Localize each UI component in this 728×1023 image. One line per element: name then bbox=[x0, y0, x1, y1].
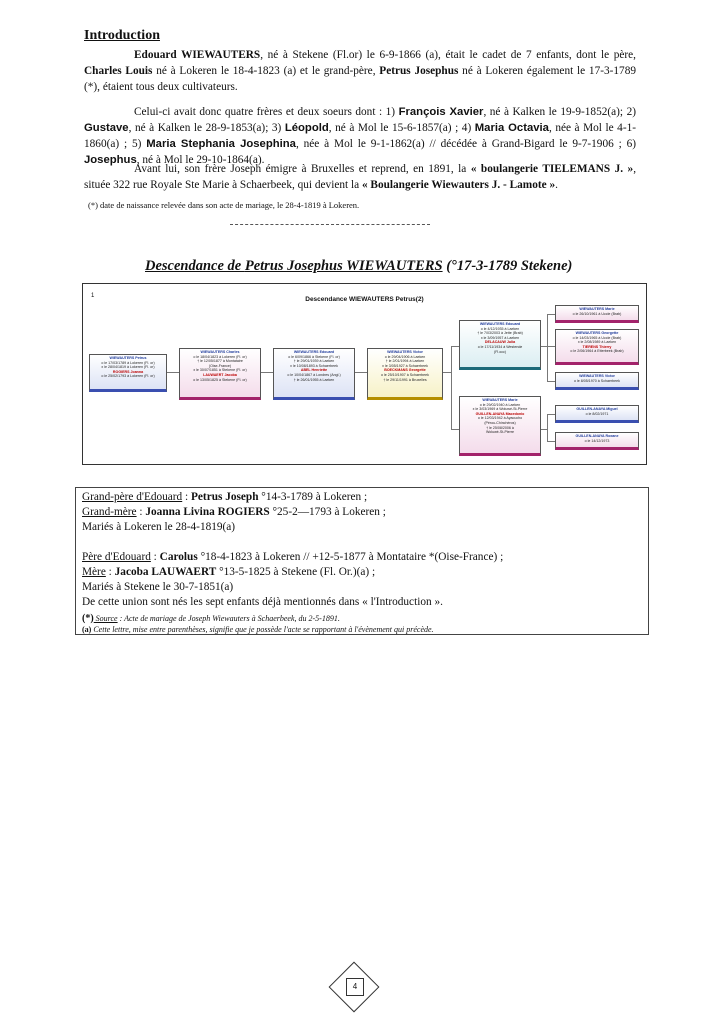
connector bbox=[547, 381, 555, 382]
node-name: WIEWAUTERS Victor bbox=[387, 350, 423, 354]
text: , né à Stekene (Fl.or) le 6-9-1866 (a), était le cadet de 7 enfants, dont le père, bbox=[260, 49, 636, 61]
node-line: o le 13/05/1825 à Stekene (Fl. or) bbox=[193, 377, 247, 382]
node-line: (Pérou-Chinchéros) bbox=[484, 420, 516, 425]
section-title bbox=[145, 258, 572, 275]
intro-paragraph-3 bbox=[84, 161, 636, 193]
text: , né à Kalken le 19-9-1852(a); 2) bbox=[483, 106, 636, 118]
node-line: † le 7/03/2003 à Jette (Brab) bbox=[477, 331, 523, 336]
person-name: Maria Octavia bbox=[474, 122, 549, 134]
label: Père d'Edouard bbox=[82, 551, 151, 563]
connector bbox=[261, 372, 273, 373]
node-line: x le 2/08/1989 à Laeken bbox=[577, 340, 617, 345]
node-spouse: TIERENS Thierry bbox=[582, 344, 612, 349]
text: °18-4-1823 à Lokeren // +12-5-1877 à Montataire *(Oise-France) ; bbox=[197, 551, 504, 563]
page-heading: Introduction bbox=[84, 28, 160, 43]
bakery-name: « boulangerie TIELEMANS J. » bbox=[470, 163, 634, 175]
tree-node-marie bbox=[459, 396, 541, 456]
person-name: Joanna Livina ROGIERS bbox=[145, 506, 270, 518]
node-line: Woluwé-St-Pierre bbox=[485, 430, 515, 435]
legend-note bbox=[82, 622, 434, 637]
connector bbox=[547, 314, 555, 315]
children-line: De cette union sont nés les sept enfants déjà mentionnés dans « l'Introduction ». bbox=[82, 596, 443, 608]
node-name: WIEWAUTERS Edouard bbox=[479, 322, 521, 326]
person-name: Petrus Josephus bbox=[379, 65, 459, 77]
text: : bbox=[105, 566, 115, 578]
person-name: Maria Stephania Josephina bbox=[146, 138, 296, 150]
node-name: WIEWAUTERS Edouard bbox=[293, 350, 335, 354]
label: Grand-mère bbox=[82, 506, 137, 518]
text: né à Lokeren également le 17-3-1789 (*), étaient tous deux cultivateurs. bbox=[84, 65, 636, 93]
connector bbox=[451, 346, 452, 430]
node-line: x le 3/09/1957 à Laeken bbox=[480, 335, 520, 340]
tree-number: 1 bbox=[91, 293, 95, 299]
tree-node-marie-jr bbox=[555, 305, 639, 323]
node-line: o le 26/10/1961 à Uccle (Brab) bbox=[572, 311, 622, 316]
text: , né à Mol le 29-10-1864(a). bbox=[136, 154, 265, 166]
node-name: GUILLEN-ANAYA Roxane bbox=[575, 434, 619, 438]
tree-node-georgette bbox=[555, 329, 639, 365]
node-line: o le 18/04/1823 à Lokeren (Fl. or) bbox=[193, 354, 247, 359]
intro-paragraph-2 bbox=[84, 104, 636, 168]
node-line: o le 17/11/1934 à Westende bbox=[477, 344, 523, 349]
text: °25-2—1793 à Lokeren ; bbox=[269, 506, 386, 518]
family-tree bbox=[82, 283, 647, 465]
person-name: Charles Louis bbox=[84, 65, 153, 77]
text: °14-3-1789 à Lokeren ; bbox=[258, 491, 368, 503]
node-line: o le 6/09/1866 à Stekene (Fl. or) bbox=[288, 354, 340, 359]
tree-node-petrus bbox=[89, 354, 167, 392]
node-line: † le 29/01/1939 à Laeken bbox=[293, 359, 335, 364]
node-line: x le 10/08/1893 à Schaerbeek bbox=[290, 363, 338, 368]
node-line: o le 10/04/1867 à Londres (Angl.) bbox=[287, 372, 341, 377]
label: Source bbox=[93, 614, 118, 623]
text: : Acte de mariage de Joseph Wiewauters à Schaerbeek, du 2-5-1891. bbox=[117, 614, 340, 623]
text: né à Lokeren le 18-4-1823 (a) et le grand-père, bbox=[152, 65, 380, 77]
connector bbox=[547, 314, 548, 382]
node-spouse: DELACAUW Julia bbox=[484, 340, 516, 345]
node-line: x le 28/04/1819 à Lokeren (Fl. or) bbox=[101, 365, 155, 370]
node-line: o le 8/02/1971 bbox=[585, 411, 609, 416]
node-name: GUILLEN-ANAYA Miguel bbox=[576, 407, 618, 411]
text: , née à Mol le 9-1-1862(a) // décédée à Grand-Bigard le 9-7-1906 ; 6) bbox=[295, 138, 636, 150]
connector bbox=[547, 414, 555, 415]
person-name: Gustave bbox=[84, 122, 129, 134]
text: , né à Kalken le 28-9-1853(a); 3) bbox=[128, 122, 285, 134]
node-name: WIEWAUTERS Georgette bbox=[575, 331, 619, 335]
node-line: o le 12/03/1942 à Ayacucho bbox=[477, 416, 523, 421]
footnote: (*) date de naissance relevée dans son acte de mariage, le 28-4-1819 à Lokeren. bbox=[88, 200, 360, 210]
node-line: x le 30/07/1851 à Stekene (Fl. or) bbox=[193, 368, 247, 373]
connector bbox=[547, 441, 555, 442]
text: Cette lettre, mise entre parenthèses, signifie que je possède l'acte se rapportant à l'évènement qui précède. bbox=[91, 625, 434, 634]
grandmother-line bbox=[82, 505, 386, 520]
connector bbox=[547, 414, 548, 442]
node-line: † le 29/11/1991 à Bruxelles bbox=[383, 377, 427, 382]
marriage-line: Mariés à Stekene le 30-7-1851(a) bbox=[82, 581, 234, 593]
node-spouse: GUILLEN-ANAYA Macedonio bbox=[475, 411, 525, 416]
node-line: (Fl.occ) bbox=[494, 349, 506, 354]
tree-title: Descendance WIEWAUTERS Petrus(2) bbox=[305, 296, 424, 303]
person-name: Petrus Joseph bbox=[191, 491, 259, 503]
note-marker: (a) bbox=[82, 625, 92, 634]
connector bbox=[451, 346, 459, 347]
node-line: x le 3/03/1969 à Woluwé-St-Pierre bbox=[472, 407, 528, 412]
node-name: WIEWAUTERS Marie bbox=[579, 307, 615, 311]
node-line: o le 8/05/1970 à Schaerbeek bbox=[574, 378, 620, 383]
person-name: Edouard WIEWAUTERS bbox=[134, 49, 261, 61]
node-line: o le 29/04/1906 à Laeken bbox=[384, 354, 426, 359]
node-line: o le 25/02/1793 à Lokeren (Fl. or) bbox=[101, 374, 155, 379]
page-number: 4 bbox=[346, 978, 364, 996]
node-spouse: ROGIERS Joanna bbox=[112, 369, 144, 374]
connector bbox=[355, 372, 367, 373]
node-line: (Oise-France) bbox=[208, 363, 232, 368]
text: , né à Mol le 15-6-1857(a) ; 4) bbox=[328, 122, 475, 134]
node-line: o le 25/10/1907 à Schaerbeek bbox=[381, 372, 429, 377]
node-line: † le 26/01/1955 à Laeken bbox=[293, 377, 335, 382]
mother-line bbox=[82, 565, 375, 580]
bakery-name: « Boulangerie Wiewauters J. - Lamote » bbox=[361, 179, 556, 191]
node-line: x le 3/05/1927 à Schaerbeek bbox=[382, 363, 428, 368]
node-spouse: ABEL Henriette bbox=[300, 368, 328, 373]
tree-node-edouard-jr bbox=[459, 320, 541, 370]
tree-node-victor bbox=[367, 348, 443, 400]
label: Grand-père d'Edouard bbox=[82, 491, 183, 503]
intro-paragraph-1 bbox=[84, 47, 636, 95]
person-name: Carolus bbox=[159, 551, 198, 563]
node-line: o le 14/12/1973 bbox=[584, 438, 610, 443]
tree-node-edouard bbox=[273, 348, 355, 400]
node-spouse: LAUWAERT Jacoba bbox=[203, 372, 237, 377]
text: . bbox=[555, 179, 558, 191]
text: Celui-ci avait donc quatre frères et deux soeurs dont : 1) bbox=[134, 106, 399, 118]
tree-node-charles bbox=[179, 348, 261, 400]
person-name: Léopold bbox=[284, 122, 329, 134]
node-line: † le 25/08/2006 à bbox=[486, 425, 514, 430]
node-line: † le 2/01/1994 à Laeken bbox=[385, 359, 425, 364]
node-line: o le 2/06/1964 à Etterbeek (Brab) bbox=[570, 349, 624, 354]
tree-node-roxane bbox=[555, 432, 639, 450]
connector bbox=[443, 372, 451, 373]
person-name: Josephus bbox=[84, 154, 137, 166]
node-spouse: BOECKMANS Georgette bbox=[384, 368, 426, 373]
connector bbox=[547, 346, 555, 347]
node-name: WIEWAUTERS Petrus bbox=[109, 356, 147, 360]
text: , située 322 rue Royale Ste Marie à Schaerbeek, qui devient la bbox=[84, 163, 637, 191]
text: : bbox=[150, 551, 160, 563]
connector bbox=[451, 429, 459, 430]
connector bbox=[167, 372, 179, 373]
person-name: Jacoba LAUWAERT bbox=[114, 566, 217, 578]
text: °13-5-1825 à Stekene (Fl. Or.)(a) ; bbox=[216, 566, 376, 578]
text: , née à Mol le 4-1-1860(a) ; 5) bbox=[84, 122, 637, 150]
marriage-line: Mariés à Lokeren le 28-4-1819(a) bbox=[82, 521, 236, 533]
node-name: WIEWAUTERS Victor bbox=[579, 374, 615, 378]
node-line: o le 14/03/1965 à Uccle (Brab) bbox=[572, 335, 622, 340]
label: Mère bbox=[82, 566, 106, 578]
person-name: François Xavier bbox=[398, 106, 484, 118]
grandfather-line bbox=[82, 490, 367, 505]
node-line: o le 4/12/1935 à Laeken bbox=[480, 326, 520, 331]
node-line: o le 17/03/1789 à Lokeren (Fl. or) bbox=[101, 360, 155, 365]
section-title-suffix: (°17-3-1789 Stekene) bbox=[442, 258, 573, 274]
node-name: WIEWAUTERS Marie bbox=[482, 398, 518, 402]
tree-node-miguel bbox=[555, 405, 639, 423]
text: Avant lui, son frère Joseph émigre à Bruxelles et reprend, en 1891, la bbox=[134, 163, 471, 175]
father-line bbox=[82, 550, 503, 565]
note-marker: (*) bbox=[82, 613, 94, 624]
section-title-prefix: Descendance de bbox=[145, 258, 245, 274]
node-name: WIEWAUTERS Charles bbox=[200, 350, 240, 354]
summary-box bbox=[75, 487, 649, 635]
text: : bbox=[136, 506, 146, 518]
node-line: o le 29/02/1940 à Laeken bbox=[479, 402, 521, 407]
tree-node-victor-jr bbox=[555, 372, 639, 390]
separator bbox=[230, 224, 430, 225]
text: : bbox=[182, 491, 192, 503]
node-line: † le 12/05/1877 à Montataire bbox=[197, 359, 243, 364]
section-title-name: Petrus Josephus WIEWAUTERS bbox=[244, 258, 443, 274]
